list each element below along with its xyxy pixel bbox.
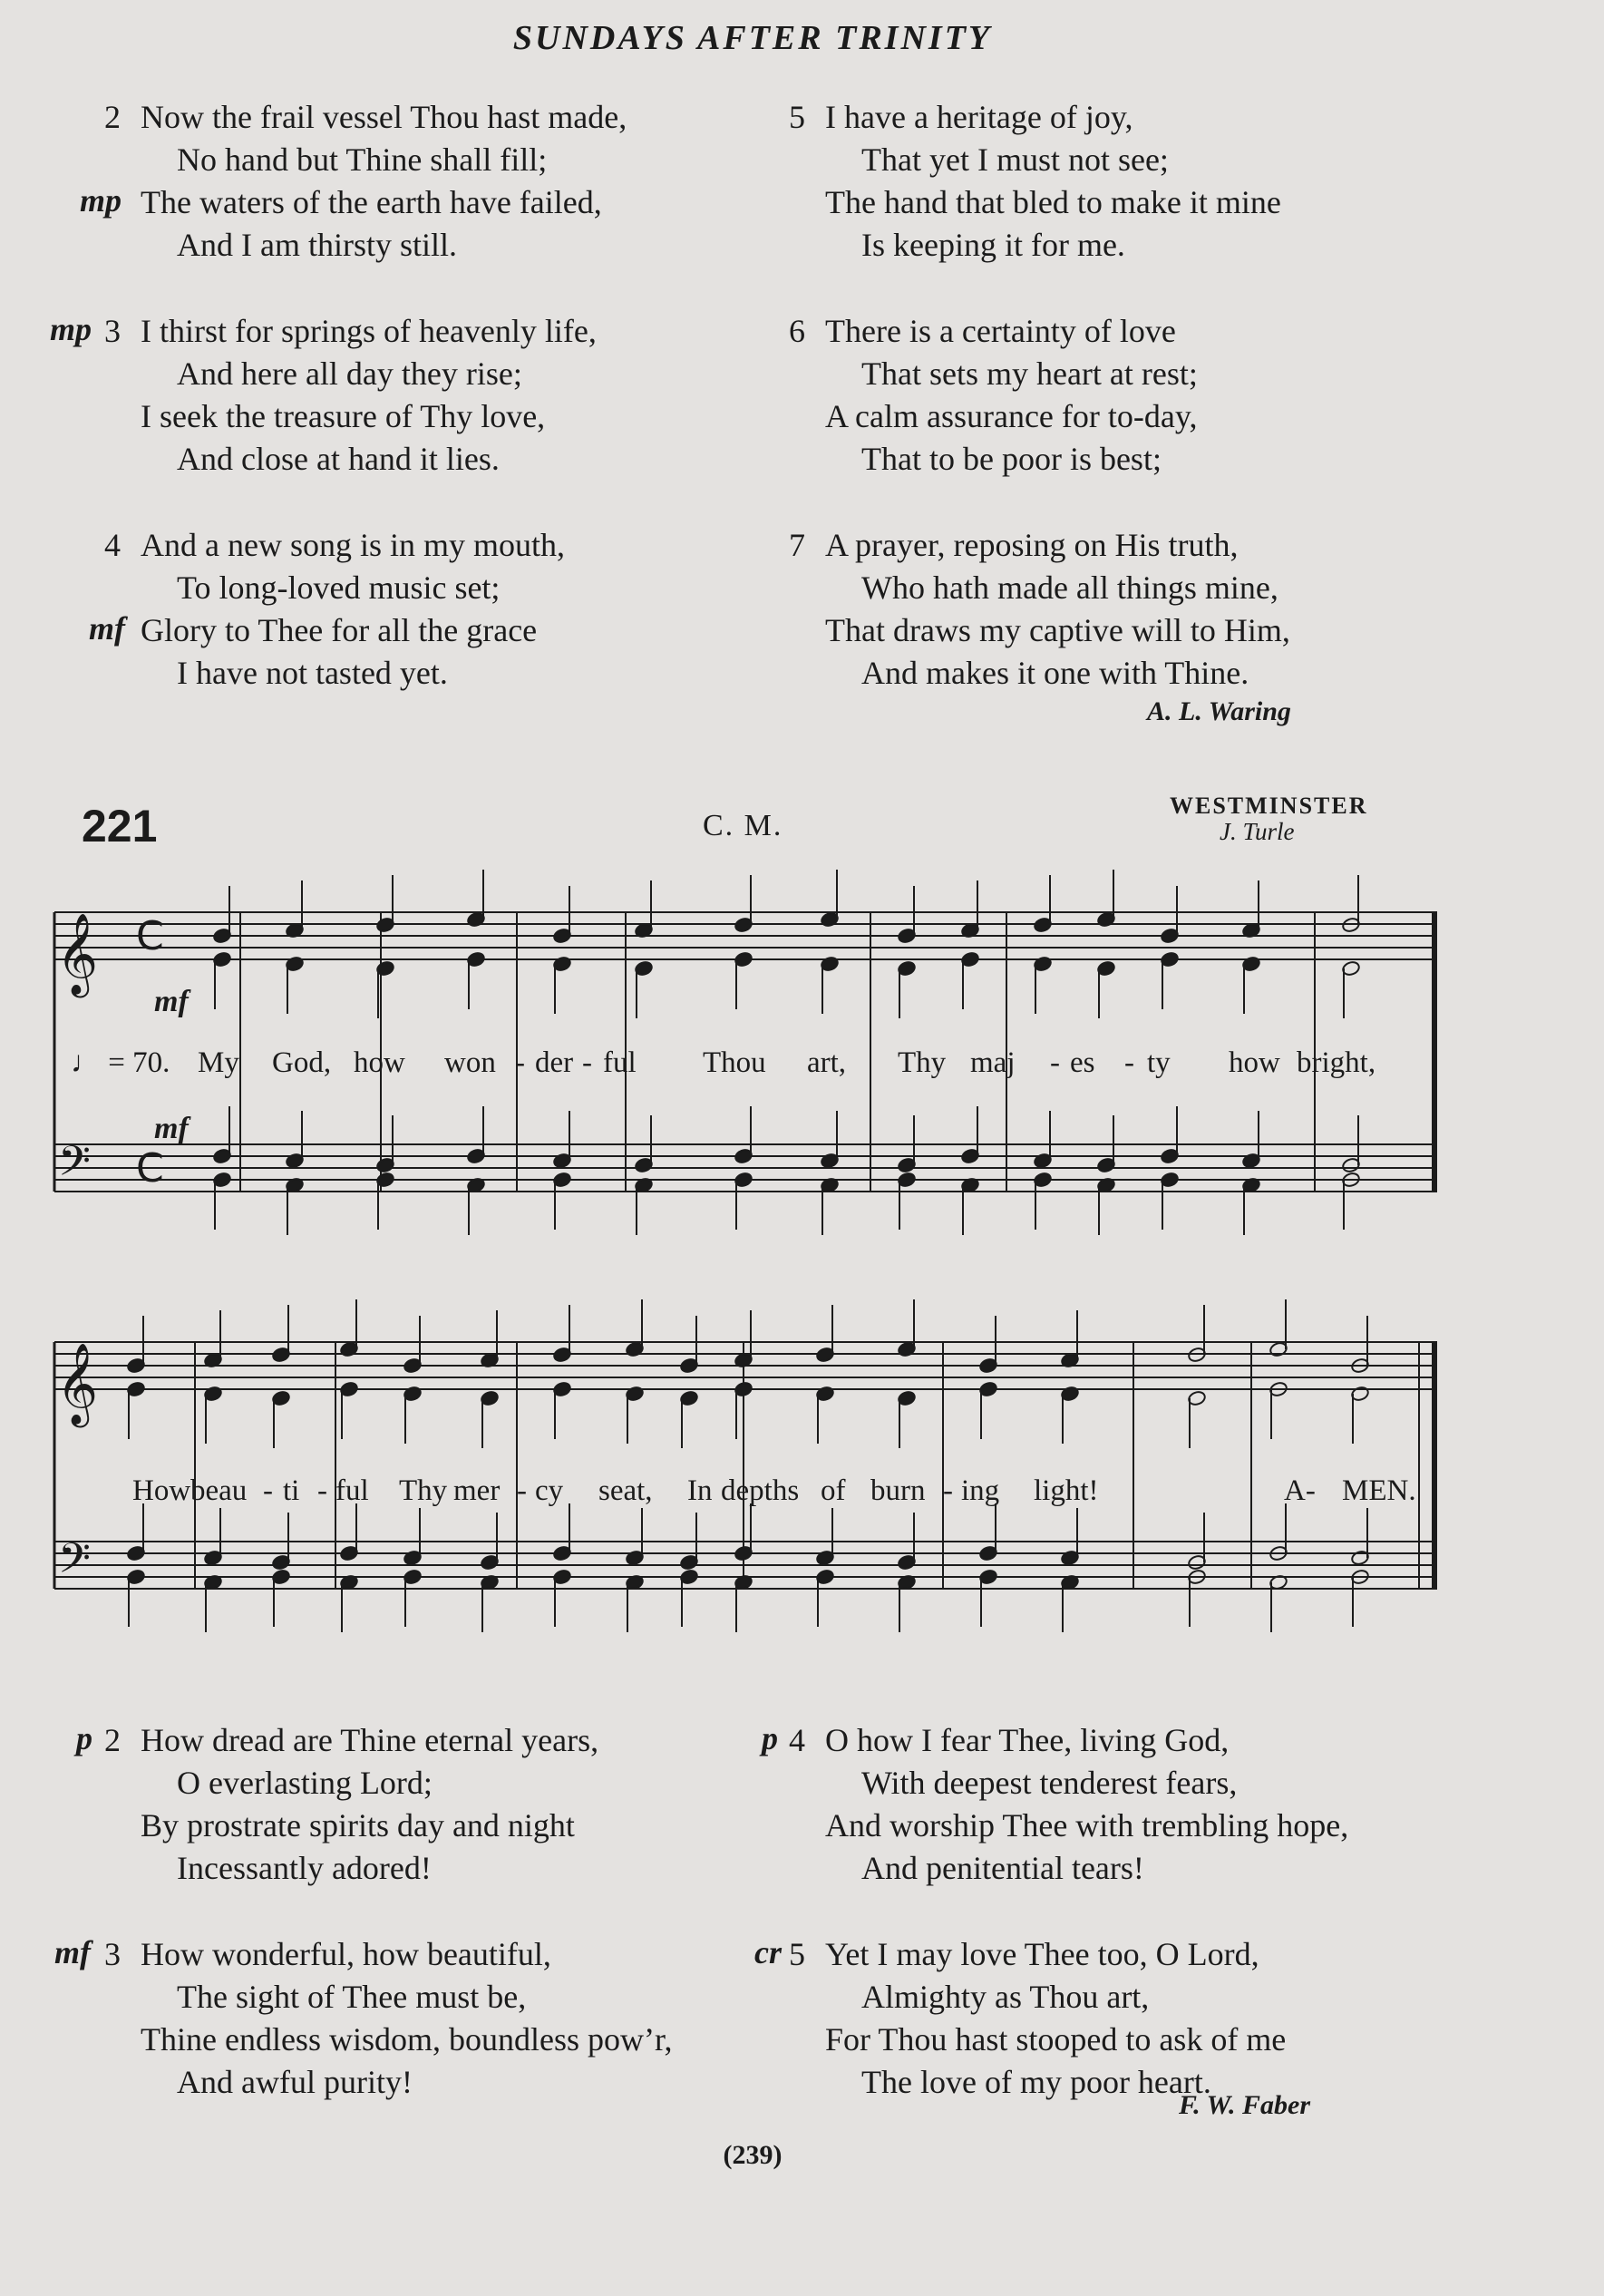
author-credit: F. W. Faber	[1179, 2090, 1311, 2120]
lyric-syllable: -	[1124, 1046, 1134, 1079]
lyric-syllable: -	[515, 1046, 525, 1079]
tune-name: WESTMINSTER	[1170, 793, 1368, 819]
lyric-syllable: ful	[335, 1474, 369, 1507]
treble-clef-icon: 𝄞	[56, 913, 99, 995]
dynamic-mark: cr	[754, 1934, 782, 1970]
verse-220-4: 4 And a new song is in my mouth, To long-loved music set; Glory to Thee for all the grace I have not tasted yet.	[104, 527, 565, 691]
lyric-syllable: how	[1229, 1046, 1280, 1079]
bass-clef-icon: 𝄢	[58, 1137, 92, 1196]
lyric-syllable: MEN.	[1342, 1474, 1416, 1507]
lyric-syllable: My	[198, 1046, 239, 1079]
lyric-syllable: -	[517, 1474, 527, 1507]
hymn-number: 221	[82, 801, 158, 851]
lyric-syllable: seat,	[598, 1474, 653, 1507]
lyric-syllable: ing	[961, 1474, 1000, 1507]
verse-221-5: 5 Yet I may love Thee too, O Lord, Almighty as Thou art, For Thou hast stooped to ask of me The love of my poor heart.	[789, 1936, 1287, 2100]
lyric-syllable: burn	[870, 1474, 926, 1507]
lyric-syllable: depths	[721, 1474, 800, 1507]
lyric-syllable: how	[354, 1046, 405, 1079]
lyric-syllable: How	[132, 1474, 191, 1507]
lyric-syllable: light!	[1034, 1474, 1099, 1507]
verse-220-7: 7 A prayer, reposing on His truth, Who hath made all things mine, That draws my captive will to Him, And makes it one with Thine.	[789, 527, 1290, 691]
lyric-syllable: God,	[272, 1046, 332, 1079]
time-signature: C	[136, 1145, 164, 1192]
dynamic-mark: mp	[80, 182, 122, 219]
lyric-syllable: es	[1070, 1046, 1095, 1079]
bass-clef-icon: 𝄢	[58, 1534, 92, 1593]
treble-clef-icon: 𝄞	[56, 1343, 99, 1425]
verse-221-3: 3 How wonderful, how beautiful, The sight of Thee must be, Thine endless wisdom, boundless pow’r, And awful purity!	[104, 1936, 673, 2100]
lyric-syllable: Thou	[703, 1046, 766, 1079]
lyric-syllable: -	[317, 1474, 327, 1507]
lyric-syllable: Thy	[898, 1046, 947, 1079]
verse-220-3: 3 I thirst for springs of heavenly life, And here all day they rise; I seek the treasure of Thy love, And close at hand it lies.	[104, 313, 597, 477]
lyric-syllable: art,	[807, 1046, 847, 1079]
time-signature: C	[136, 913, 164, 959]
lyric-syllable: ti	[283, 1474, 300, 1507]
lyric-syllable: Thy	[399, 1474, 448, 1507]
dynamic-mark: mp	[50, 311, 92, 347]
lyric-syllable: ful	[603, 1046, 637, 1079]
dynamic-mark: mf	[154, 1112, 189, 1145]
lyric-syllable: In	[687, 1474, 713, 1507]
lyric-syllable: maj	[970, 1046, 1016, 1079]
lyric-syllable: won	[444, 1046, 496, 1079]
dynamic-mark: mf	[154, 985, 189, 1018]
dynamic-mark: p	[76, 1720, 92, 1756]
dynamic-mark: mf	[54, 1934, 91, 1970]
verse-221-4: 4 O how I fear Thee, living God, With deepest tenderest fears, And worship Thee with trembling hope, And penitential tears!	[789, 1722, 1349, 1886]
author-credit: A. L. Waring	[1147, 696, 1291, 726]
lyric-syllable: beau	[190, 1474, 248, 1507]
lyric-syllable: mer	[453, 1474, 501, 1507]
lyric-syllable: -	[1050, 1046, 1060, 1079]
composer: J. Turle	[1220, 818, 1295, 845]
verse-220-5: 5 I have a heritage of joy, That yet I must not see; The hand that bled to make it mine Is keeping it for me.	[789, 99, 1281, 263]
lyric-syllable: der	[535, 1046, 574, 1079]
lyric-syllable: A-	[1284, 1474, 1316, 1507]
lyric-syllable: ty	[1147, 1046, 1171, 1079]
lyric-syllable: -	[263, 1474, 273, 1507]
dynamic-mark: mf	[89, 610, 125, 647]
verse-221-2: 2 How dread are Thine eternal years, O everlasting Lord; By prostrate spirits day and night Incessantly adored!	[104, 1722, 599, 1886]
running-head: SUNDAYS AFTER TRINITY	[512, 19, 993, 57]
lyric-syllable: -	[582, 1046, 592, 1079]
verse-220-2: 2 Now the frail vessel Thou hast made, No hand but Thine shall fill; The waters of the earth have failed, And I am thirsty still.	[104, 99, 627, 263]
dynamic-mark: p	[762, 1720, 778, 1756]
tempo-mark: ♩ = 70.	[71, 1046, 170, 1079]
lyric-syllable: of	[821, 1474, 846, 1507]
meter: C. M.	[703, 809, 783, 842]
verse-220-6: 6 There is a certainty of love That sets my heart at rest; A calm assurance for to-day, That to be poor is best;	[789, 313, 1198, 477]
lyric-syllable: cy	[535, 1474, 564, 1507]
lyric-syllable: -	[943, 1474, 953, 1507]
page-number: (239)	[723, 2140, 783, 2170]
lyric-syllable: bright,	[1297, 1046, 1376, 1079]
